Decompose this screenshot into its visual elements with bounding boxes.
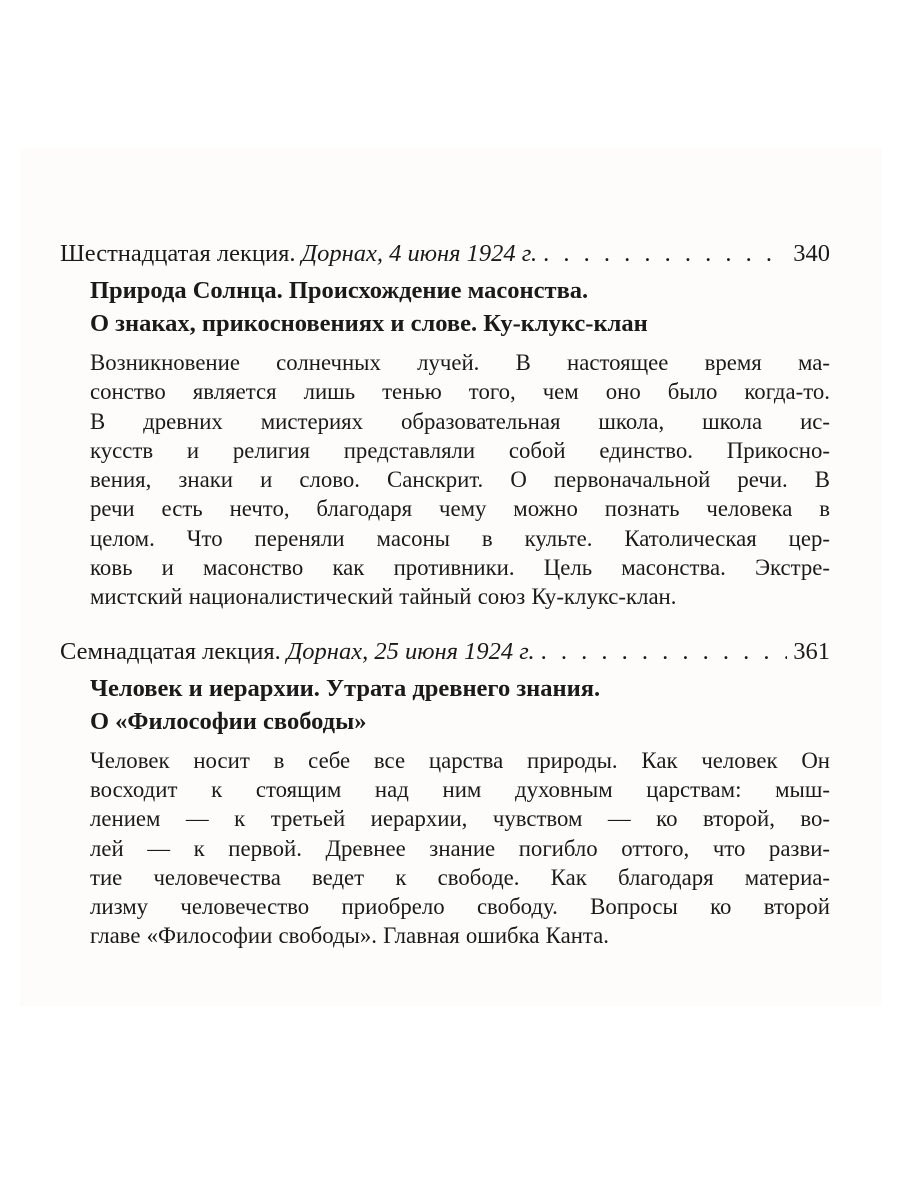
summary-line: Возникновение солнечных лучей. В настоящее время ма- [90,350,830,375]
lecture-title [90,672,830,738]
lecture-title-line: Человек и иерархии. Утрата древнего знания. [90,674,601,702]
toc-entry-line [60,634,830,670]
toc-entry-17 [60,634,830,951]
lecture-summary [90,348,830,612]
lecture-title-line: О знаках, прикосновениях и слове. Ку-клукс-клан [90,310,648,337]
lecture-title [90,274,830,340]
place-date: Дорнах, 25 июня 1924 г. [286,637,535,665]
page-number: 340 [793,240,830,267]
summary-line: тие человечества ведет к свободе. Как благодаря материа- [90,864,830,890]
toc-entry-16 [60,236,830,612]
lecture-title-line: Природа Солнца. Происхождение масонства. [90,277,589,304]
place-date: Дорнах, 4 июня 1924 г. [301,240,538,267]
lecture-name: Семнадцатая лекция. [60,637,281,665]
dot-leader [541,634,788,670]
lecture-title-line: О «Философии свободы» [90,707,367,735]
summary-line: восходит к стоящим над ним духовным царствам: мыш- [90,776,830,802]
summary-line: вения, знаки и слово. Санскрит. О первоначальной речи. В [90,467,830,493]
lecture-name: Шестнадцатая лекция. [60,240,296,267]
summary-line: В древних мистериях образовательная школа, школа ис- [90,408,830,434]
dot-leader [543,236,787,272]
summary-line: целом. Что переняли масоны в культе. Католическая цер- [90,525,830,551]
summary-line: сонство является лишь тенью того, чем оно было когда-то. [90,379,830,405]
summary-line: мистский националистический тайный союз Ку-клукс-клан. [90,584,677,610]
page-number: 361 [793,637,830,665]
toc-entry-line [60,236,830,272]
summary-line: Человек носит в себе все царства природы. Как человек Он [90,747,830,773]
lecture-summary [90,746,830,951]
summary-line: лей — к первой. Древнее знание погибло оттого, что разви- [90,835,830,861]
summary-line: главе «Философии свободы». Главная ошибка Канта. [90,923,609,949]
summary-line: лизму человечество приобрело свободу. Вопросы ко второй [90,894,830,920]
summary-line: речи есть нечто, благодаря чему можно познать человека в [90,496,830,522]
summary-line: ковь и масонство как противники. Цель масонства. Экстре- [90,555,830,581]
table-of-contents [60,236,830,973]
summary-line: лением — к третьей иерархии, чувством — ко второй, во- [90,806,830,832]
summary-line: кусств и религия представляли собой единство. Прикосно- [90,437,830,463]
